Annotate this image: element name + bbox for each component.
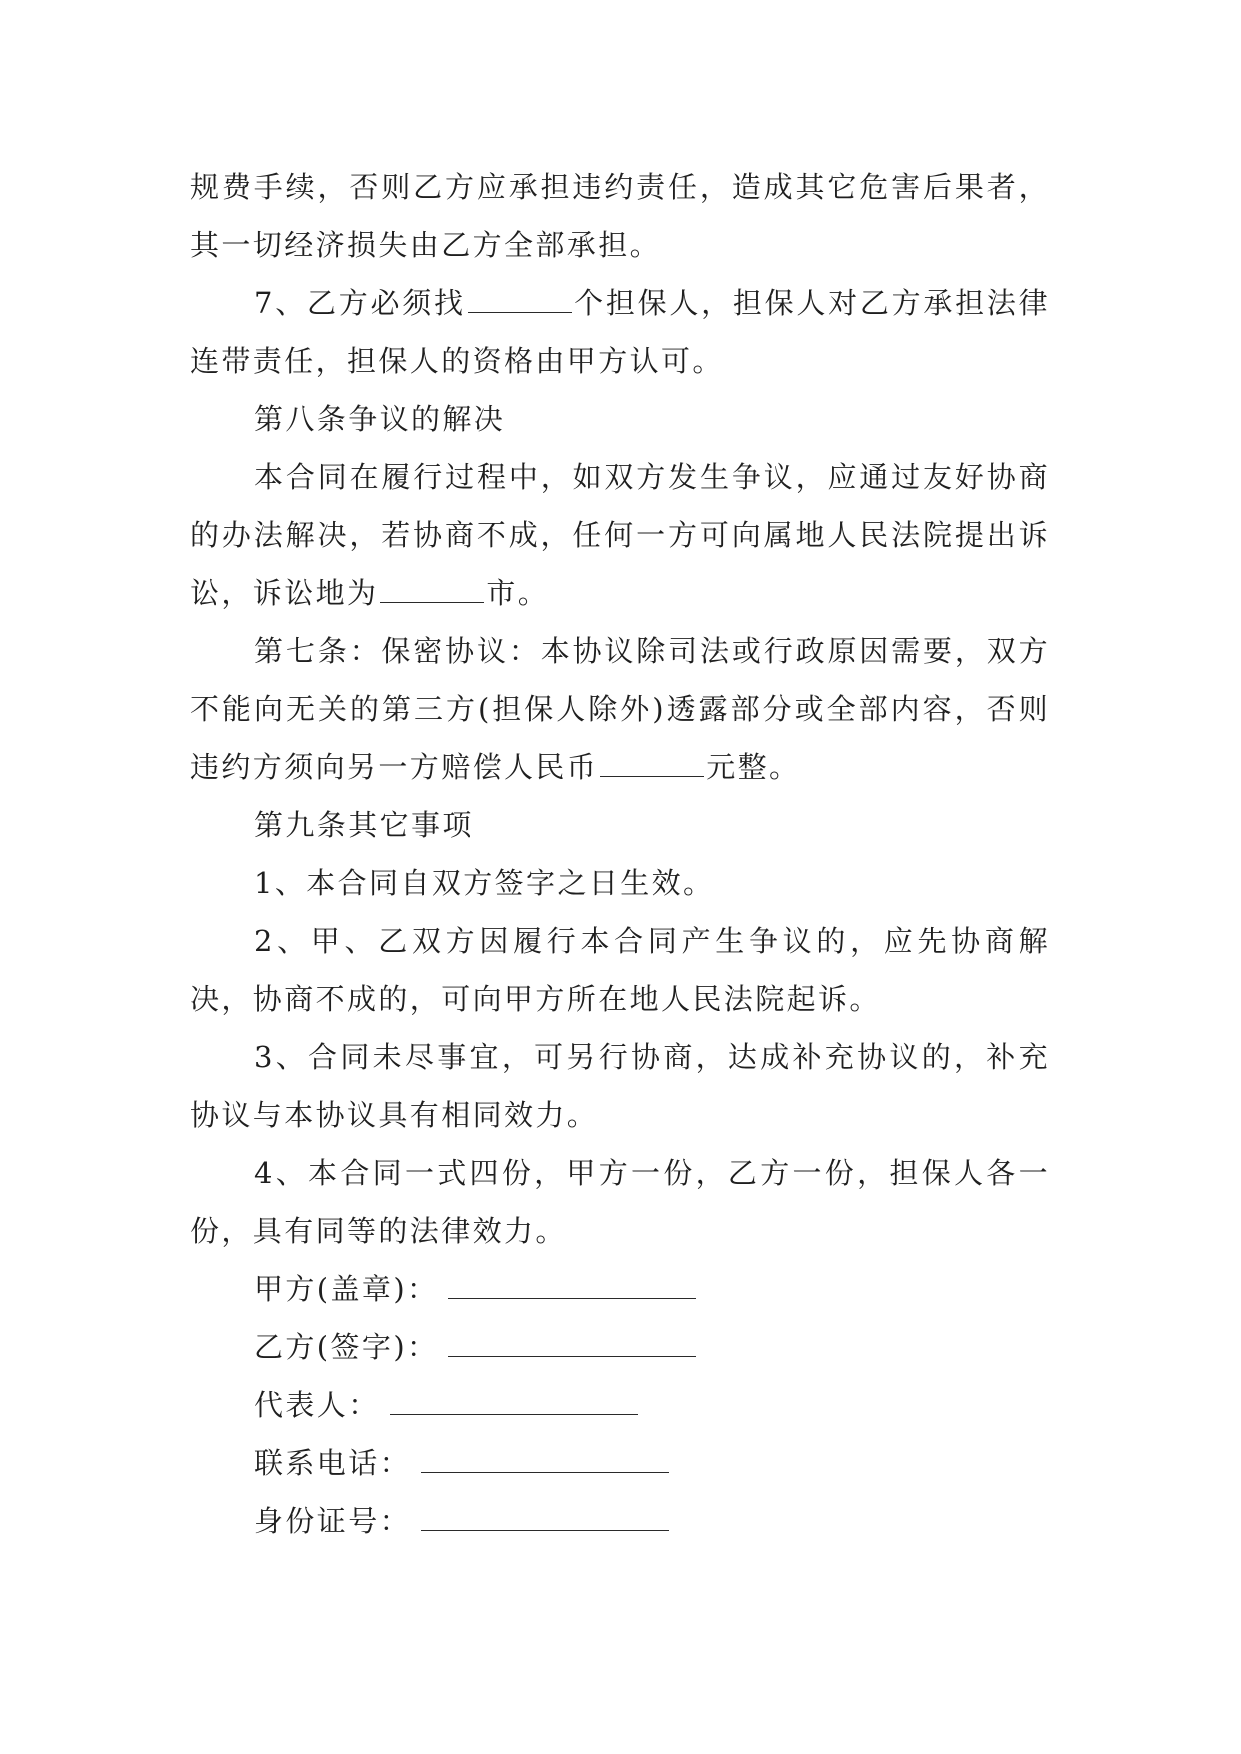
guarantor-count-blank bbox=[468, 290, 572, 313]
confidentiality-text-after: 元整。 bbox=[706, 750, 801, 784]
signature-representative bbox=[190, 1376, 1050, 1434]
other-item-4: 4、本合同一式四份，甲方一份，乙方一份，担保人各一份，具有同等的法律效力。 bbox=[190, 1156, 1050, 1248]
paragraph-continuation: 规费手续，否则乙方应承担违约责任，造成其它危害后果者，其一切经济损失由乙方全部承担。 bbox=[190, 170, 1050, 262]
party-a-label: 甲方(盖章)： bbox=[254, 1272, 439, 1306]
document-body bbox=[190, 158, 1050, 1550]
representative-signature-line bbox=[390, 1392, 638, 1415]
dispute-text-before: 本合同在履行过程中，如双方发生争议，应通过友好协商的办法解决，若协商不成，任何一方可向属地人民法院提出诉讼，诉讼地为 bbox=[190, 460, 1050, 610]
article-9-heading: 第九条其它事项 bbox=[254, 808, 474, 842]
confidentiality-text-before: 第七条：保密协议：本协议除司法或行政原因需要，双方不能向无关的第三方(担保人除外)透露部分或全部内容，否则违约方须向另一方赔偿人民币 bbox=[190, 634, 1050, 784]
id-number-label: 身份证号： bbox=[254, 1504, 412, 1538]
clause-7-guarantor bbox=[190, 274, 1050, 390]
clause-7-text-after: 个担保人，担保人对乙方承担法律连带责任，担保人的资格由甲方认可。 bbox=[190, 286, 1050, 378]
party-b-signature-line bbox=[448, 1334, 696, 1357]
other-item-2: 2、甲、乙双方因履行本合同产生争议的，应先协商解决，协商不成的，可向甲方所在地人民法院起诉。 bbox=[190, 924, 1050, 1016]
signature-party-a bbox=[190, 1260, 1050, 1318]
representative-label: 代表人： bbox=[254, 1388, 380, 1422]
clause-7-text-before: 7、乙方必须找 bbox=[254, 286, 466, 320]
dispute-paragraph bbox=[190, 448, 1050, 622]
dispute-text-after: 市。 bbox=[486, 576, 550, 610]
compensation-amount-blank bbox=[600, 754, 704, 777]
signature-phone bbox=[190, 1434, 1050, 1492]
other-item-1: 1、本合同自双方签字之日生效。 bbox=[254, 866, 715, 900]
party-b-label: 乙方(签字)： bbox=[254, 1330, 439, 1364]
signature-party-b bbox=[190, 1318, 1050, 1376]
phone-line bbox=[421, 1450, 669, 1473]
confidentiality-paragraph bbox=[190, 622, 1050, 796]
article-8-heading: 第八条争议的解决 bbox=[254, 402, 506, 436]
litigation-city-blank bbox=[380, 580, 484, 603]
other-item-3: 3、合同未尽事宜，可另行协商，达成补充协议的，补充协议与本协议具有相同效力。 bbox=[190, 1040, 1050, 1132]
id-number-line bbox=[421, 1508, 669, 1531]
phone-label: 联系电话： bbox=[254, 1446, 412, 1480]
party-a-signature-line bbox=[448, 1276, 696, 1299]
signature-id-number bbox=[190, 1492, 1050, 1550]
